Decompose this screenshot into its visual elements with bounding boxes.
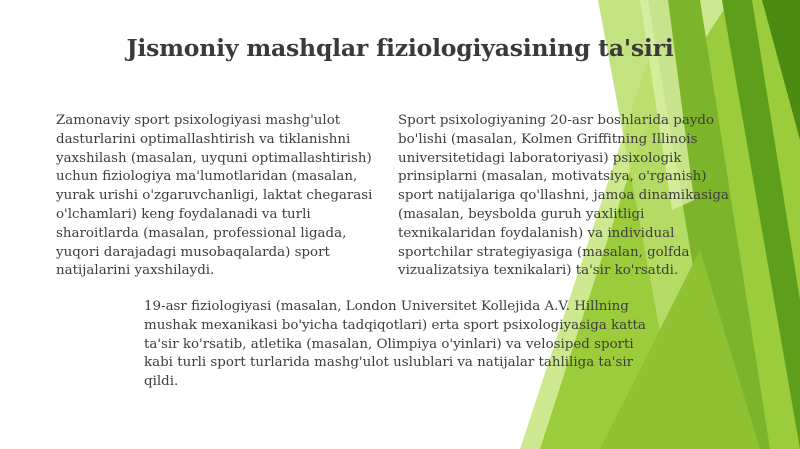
slide-title: Jismoniy mashqlar fiziologiyasining ta'siri	[126, 34, 674, 62]
paragraph-right: Sport psixologiyaning 20-asr boshlarida paydo bo'lishi (masalan, Kolmen Griffitning Illinois universitetidagi laboratoriyasi) psixologik prinsiplarni (masalan, motivatsiya, o'rganish) sport natijalariga qo'llashni, jamoa dinamikasiga (masalan, beysbolda guruh yaxlitligi texnikalaridan foydalanish) va individual sportchilar strategiyasiga (masalan, golfda vizualizatsiya texnikalari) ta'sir ko'rsatdi.	[398, 113, 729, 279]
paragraph-bottom: 19-asr fiziologiyasi (masalan, London Universitet Kollejida A.V. Hillning mushak mexanikasi bo'yicha tadqiqotlari) erta sport psixologiyasiga katta ta'sir ko'rsatib, atletika (masalan, Olimpiya o'yinlari) va velosiped sporti kabi turli sport turlarida mashg'ulot uslublari va natijalar tahliliga ta'sir qildi.	[144, 299, 646, 390]
paragraph-left: Zamonaviy sport psixologiyasi mashg'ulot dasturlarini optimallashtirish va tiklanishni yaxshilash (masalan, uyquni optimallashtirish) uchun fiziologiya ma'lumotlaridan (masalan, yurak urishi o'zgaruvchanligi, laktat chegarasi o'lchamlari) keng foydalanadi va turli sharoitlarda (masalan, professional ligada, yuqori darajadagi musobaqalarda) sport natijalarini yaxshilaydi.	[56, 113, 373, 279]
